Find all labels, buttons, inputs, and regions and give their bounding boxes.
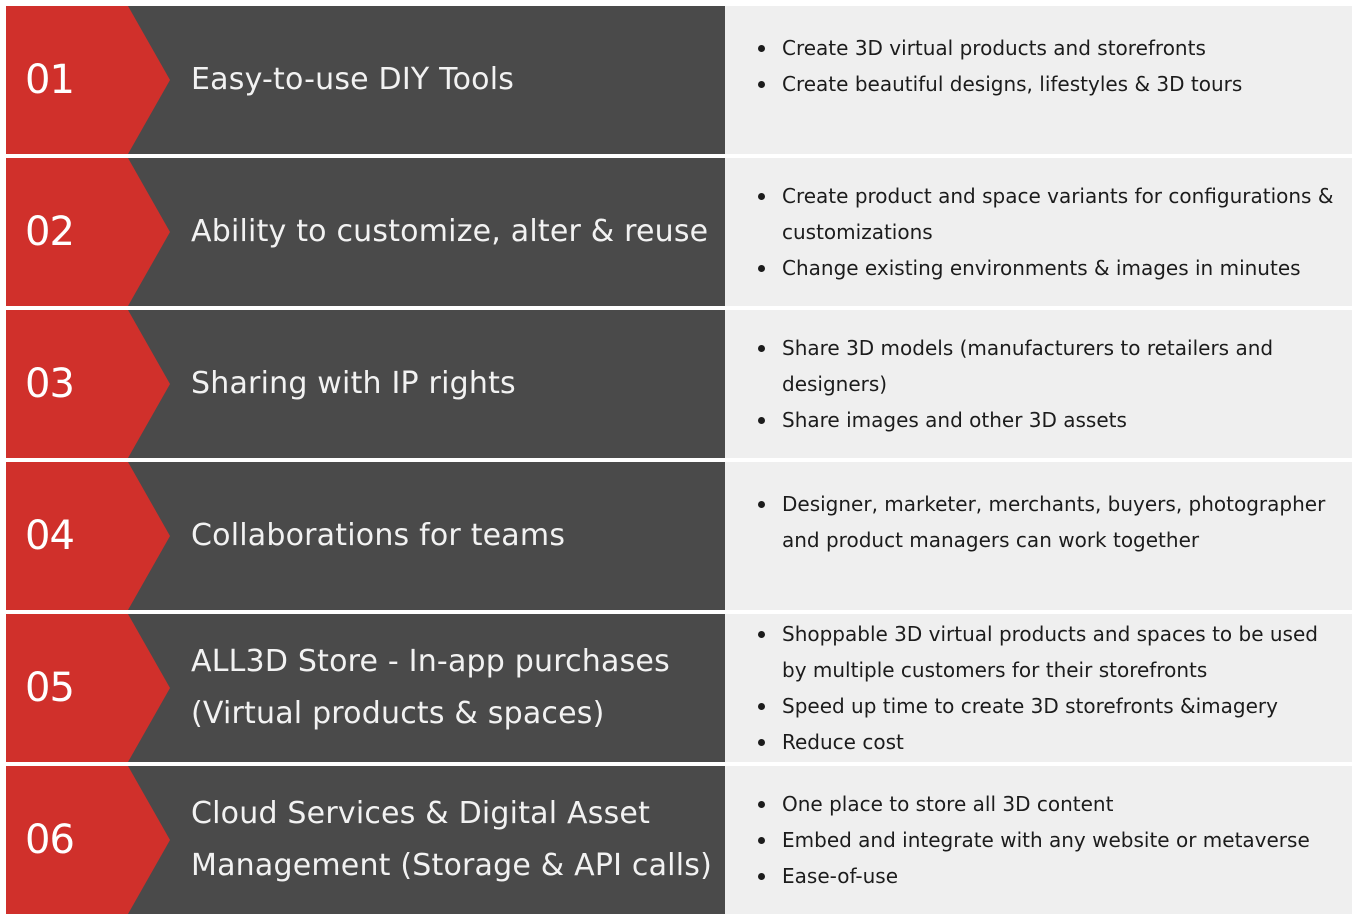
feature-number: 01 (25, 57, 74, 103)
feature-header (6, 310, 725, 458)
feature-title-line: Collaborations for teams (191, 518, 566, 553)
feature-number: 02 (25, 209, 74, 255)
feature-number: 05 (25, 665, 74, 711)
feature-row-04 (6, 462, 1352, 610)
feature-details (725, 158, 1352, 306)
feature-title (191, 766, 712, 914)
bullet-item: Change existing environments & images in minutes (756, 250, 1344, 286)
bullet-item: Ease-of-use (756, 858, 1344, 894)
feature-details (725, 766, 1352, 914)
feature-title (191, 158, 709, 306)
feature-header (6, 6, 725, 154)
feature-title (191, 310, 705, 458)
feature-number: 03 (25, 361, 74, 407)
feature-header (6, 158, 725, 306)
feature-row-02 (6, 158, 1352, 306)
feature-number: 06 (25, 817, 74, 863)
bullet-item: Embed and integrate with any website or metaverse (756, 822, 1344, 858)
bullet-item: Reduce cost (756, 724, 1344, 760)
bullet-list (756, 178, 1344, 286)
feature-row-03 (6, 310, 1352, 458)
feature-details (725, 310, 1352, 458)
bullet-item: Create product and space variants for configurations & customizations (756, 178, 1344, 250)
feature-header (6, 462, 725, 610)
feature-row-05 (6, 614, 1352, 762)
feature-details (725, 6, 1352, 154)
feature-title (191, 462, 705, 610)
bullet-list (756, 330, 1344, 438)
feature-details (725, 614, 1352, 762)
feature-title-line: ALL3D Store - In-app purchases (191, 644, 670, 679)
bullet-list (756, 30, 1344, 102)
bullet-list (756, 616, 1344, 760)
feature-row-01 (6, 6, 1352, 154)
bullet-item: Create beautiful designs, lifestyles & 3D tours (756, 66, 1344, 102)
feature-title-line: Sharing with IP rights (191, 366, 516, 401)
bullet-item: Speed up time to create 3D storefronts &imagery (756, 688, 1344, 724)
feature-table (6, 6, 1352, 918)
feature-title (191, 6, 705, 154)
bullet-item: Designer, marketer, merchants, buyers, photographer and product managers can work together (756, 486, 1344, 558)
feature-title-line: Ability to customize, alter & reuse (191, 214, 709, 249)
feature-title (191, 614, 705, 762)
feature-details (725, 462, 1352, 610)
bullet-item: One place to store all 3D content (756, 786, 1344, 822)
feature-title-line: Management (Storage & API calls) (191, 848, 712, 883)
bullet-item: Shoppable 3D virtual products and spaces to be used by multiple customers for their storefronts (756, 616, 1344, 688)
feature-number: 04 (25, 513, 74, 559)
feature-title-line: Easy-to-use DIY Tools (191, 62, 515, 97)
bullet-item: Create 3D virtual products and storefronts (756, 30, 1344, 66)
feature-title-line: Cloud Services & Digital Asset (191, 796, 651, 831)
bullet-list (756, 786, 1344, 894)
feature-title-line: (Virtual products & spaces) (191, 696, 605, 731)
feature-header (6, 614, 725, 762)
feature-row-06 (6, 766, 1352, 914)
bullet-item: Share 3D models (manufacturers to retailers and designers) (756, 330, 1344, 402)
bullet-item: Share images and other 3D assets (756, 402, 1344, 438)
feature-header (6, 766, 725, 914)
bullet-list (756, 486, 1344, 558)
